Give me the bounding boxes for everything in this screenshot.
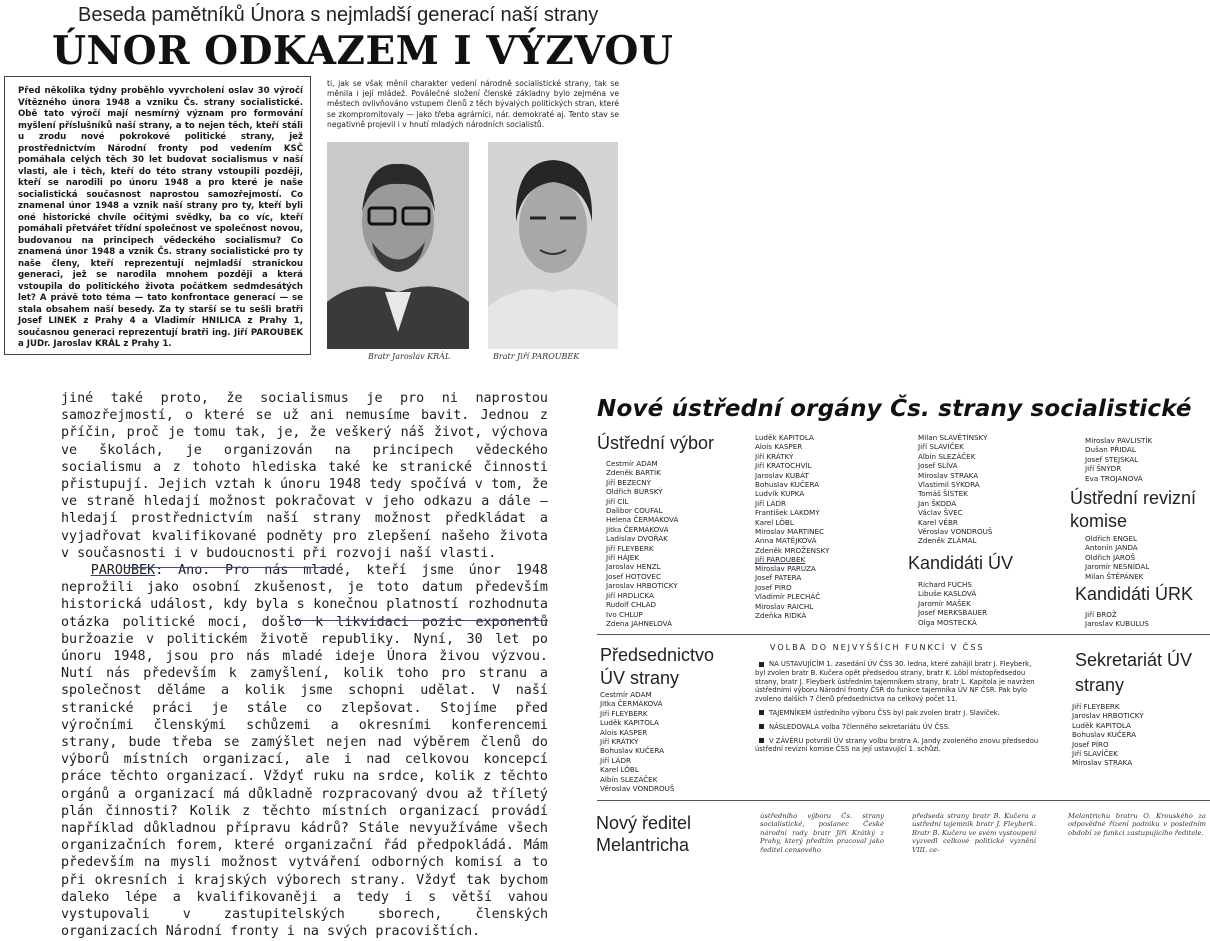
name-list-item: Helena ČERMÁKOVÁ xyxy=(606,515,679,525)
name-list-item: Cestmír ADAM xyxy=(606,459,658,468)
name-list-item: Oldřich BURSKÝ xyxy=(606,487,663,497)
name-list-item: Vladimír PLECHÁČ xyxy=(755,592,821,602)
name-list-item: Jiří SLAVÍČEK xyxy=(1072,749,1118,759)
name-list-item: Jaroslav HRBOTICKÝ xyxy=(1072,711,1144,721)
name-list-item: Josef HOTOVEC xyxy=(606,571,661,581)
name-list-item: Zdena JAHNELOVÁ xyxy=(606,618,673,628)
name-list-item: Jiří LÁDR xyxy=(755,498,786,508)
name-list-item: Richard FUCHS xyxy=(918,580,972,589)
bullet-square-icon xyxy=(759,662,764,667)
lead-paragraph: Před několika týdny proběhlo vyvrcholení oslav 30 výročí Vítězného února 1948 a vzniku Čs. strany socialistické. Obě tato výročí mají nesmírný význam pro formování myšlení příslušníků naší strany, a to nejen těch, kteří stáli u zrodu nové pokrokové politické strany, jež prostřednictvím Národní fronty pod vedením KSČ pomáhala celých těch 30 let budovat socialismus v naší vlasti, ale i těch, kteří do této strany vstoupili později, kteří se narodili po únoru 1948 a pro které je naše socialistická současnost naprostou samozřejmostí. Co znamenal únor 1948 a vznik naší strany pro ty, kteří byli oné historické chvíle očitými svědky, ba co víc, kteří pomáhali přetvářet třídní společnost ve společnost novou, budovanou na principech vědeckého socialismu? Co znamená únor 1948 a vznik Čs. strany socialistické pro ty naše členy, kteří reprezentují nejmladší stranickou generaci, jež se narodila mnohem později a která vstoupila do politického života počátkem sedmdesátých let? A právě toto téma — tato konfrontace generací — se stala obsahem naší besedy. Za ty starší se tu sešli bratři Josef LINEK z Prahy 4 a Vladimír HNILICA z Prahy 1, současnou generaci reprezentují bratři ing. Jiří PAROUBEK a JUDr. Jaroslav KRÁL z Prahy 1. xyxy=(18,86,303,349)
pred-list xyxy=(600,690,675,793)
name-list-item: Věroslav VONDROUŠ xyxy=(918,527,993,537)
uv-list-2b xyxy=(755,564,820,620)
name-list-item: Josef MERKSBAUER xyxy=(918,608,988,618)
name-list-item: Jaromír NESNÍDAL xyxy=(1085,562,1150,572)
divider-horizontal-1 xyxy=(597,634,1210,635)
name-list-item: Rudolf CHLAD xyxy=(606,600,657,610)
name-list-item: Ludvík KUPKA xyxy=(755,489,805,499)
name-list-item: Libuše KASLOVÁ xyxy=(918,589,977,599)
name-list-item: Antonín JANDA xyxy=(1085,543,1138,553)
name-list-item: Zdeněk ZLÁMAL xyxy=(918,536,977,546)
name-list-item: Cestmír ADAM xyxy=(600,690,652,699)
caption-paroubek: Bratr Jiří PAROUBEK xyxy=(493,352,580,361)
bullet-square-icon xyxy=(759,724,764,729)
name-list-item: Tomáš ŠÍSTEK xyxy=(918,489,968,499)
kand-uv-heading: Kandidáti ÚV xyxy=(908,553,1014,573)
name-list-item: Miroslav STRAKA xyxy=(918,470,979,480)
top-column-text: ti, jak se však měnil charakter vedení národně socialistické strany, tak se měnila i její mládež. Poválečné složení členské základny bylo zejména ve městech ovlivňováno vstupem členů z těch bývalých politických stran, které se zkompromitovaly — jako třeba agrárníci, nár. demokraté aj. Tento stav se negativně projevil i v hnutí mladých národních socialistů. xyxy=(327,79,619,129)
urk-list xyxy=(1085,534,1149,581)
name-list-item: Josef STEJSKAL xyxy=(1085,454,1139,464)
kand-uv-list xyxy=(918,580,987,627)
name-list-item: Zdeněk MROŽENSKÝ xyxy=(755,545,830,555)
uv-list-3 xyxy=(918,433,993,546)
volba-item-3: NÁSLEDOVALA volba 7členného sekretariátu ÚV ČSS. xyxy=(769,722,951,731)
name-list-item: Ladislav DVOŘÁK xyxy=(606,534,668,544)
article-headline: ÚNOR ODKAZEM I VÝZVOU xyxy=(52,28,674,74)
name-list-item: Václav ŠVEC xyxy=(918,508,963,518)
name-list-item: Bohuslav KUČERA xyxy=(1072,730,1137,740)
name-list-item: Bohuslav KUČERA xyxy=(600,746,665,756)
article-kicker: Beseda pamětníků Února s nejmladší generací naší strany xyxy=(78,4,599,26)
name-list-item: Jiří ŠNÝDR xyxy=(1085,464,1122,474)
uv-list-4 xyxy=(1085,436,1152,483)
name-list-item: Alois KASPER xyxy=(600,727,648,737)
name-list-item: Jiří KRÁTKÝ xyxy=(600,737,639,747)
name-list-item: Albín SLEZÁČEK xyxy=(600,774,658,784)
name-list-item: Miroslav RAICHL xyxy=(755,601,814,611)
name-list-item: Josef PATERA xyxy=(755,573,802,583)
uv-heading: Ústřední výbor xyxy=(597,433,715,453)
volba-title: VOLBA DO NEJVYŠŠÍCH FUNKCÍ V ČSS xyxy=(770,643,985,652)
name-list-item: Eva TROJANOVÁ xyxy=(1085,473,1143,483)
portrait-kral-image xyxy=(327,142,469,349)
sekr-list xyxy=(1072,702,1144,768)
name-list-item: Jiří FLEYBERK xyxy=(600,708,648,718)
lead-box xyxy=(4,76,311,355)
melantrich-col-2: předsedа strany bratr B. Kučera a ústřední tajemník bratr J. Fleyberk. Bratr B. Kučera ve svém vystoupení vyzvedl celkové politické vyznění VIII. ce- xyxy=(912,812,1036,854)
name-list-item: Olga MOSTECKÁ xyxy=(918,617,977,627)
name-list-item: Anna MATĚJKOVÁ xyxy=(755,536,817,546)
divider-horizontal-2 xyxy=(597,800,1210,801)
name-list-item: Jitka ČERMÁKOVÁ xyxy=(600,699,663,709)
volba-text xyxy=(755,660,1041,759)
bullet-square-icon xyxy=(759,710,764,715)
name-list-item: Karel VĚBR xyxy=(918,517,958,527)
name-list-item: Miroslav PARUZA xyxy=(755,564,816,573)
volba-item-4: V ZÁVĚRU potvrdil ÚV stranу volbu bratra A. Jandy zvoleného znovu předsedou ústřední revizní komise ČSS na její ustavující 1. schůzi. xyxy=(755,736,1039,754)
name-list-item: Milan ŠTĚPÁNEK xyxy=(1085,571,1144,581)
pen-underline-1 xyxy=(125,567,335,568)
kand-urk-list xyxy=(1085,610,1149,629)
name-list-item: Dalibor COUFAL xyxy=(606,506,663,516)
name-list-item: Jiří FLEYBERK xyxy=(606,543,654,553)
pen-underline-2 xyxy=(290,620,548,621)
volba-item-2: TAJEMNÍKEM ústředního výboru ČSS byl pak zvolen bratr J. Slavíček. xyxy=(769,708,1000,717)
name-list-item: Miroslav STRAKA xyxy=(1072,758,1133,768)
bullet-square-icon xyxy=(759,738,764,743)
pred-heading: Předsednictvo ÚV strany xyxy=(600,645,715,688)
name-list-item: Oldřich JAROŠ xyxy=(1085,552,1136,562)
photo-paroubek xyxy=(488,142,618,349)
name-list-item: Dušan PŘIDAL xyxy=(1085,445,1136,455)
name-list-item: Jiří KRÁTKÝ xyxy=(755,451,794,461)
name-list-item: Vlastimil SÝKORA xyxy=(918,480,980,490)
name-list-item: Miroslav MARTINEC xyxy=(755,527,825,537)
name-list-item: Luděk KAPITOLA xyxy=(1072,720,1131,730)
melantrich-col-3: Melantrichu bratru O. Krouského za odpovědné řízení podniku v posledním období ze funkci zastupujícího ředitele. xyxy=(1068,812,1206,837)
name-list-item: Luděk KAPITOLA xyxy=(755,433,814,442)
name-list-item: Jiří HRDLICKA xyxy=(606,590,654,600)
name-list-item: Luděk KAPITOLA xyxy=(600,718,659,728)
name-list-item: Zdeňka RIDKÁ xyxy=(755,611,807,621)
name-list-item: Alois KASPER xyxy=(755,442,803,452)
speaker-name: PAROUBEK xyxy=(90,563,156,579)
article-body xyxy=(61,390,548,941)
uv-list-1 xyxy=(606,459,678,628)
body-paragraph-1: jiné také proto, že socialismus je pro ni naprostou samozřejmostí, o které se už ani nemusíme bavit. Jednou z příčin, proč je tomu tak, je, že veškerý náš život, výchova ve školách, je organizován na principech vědeckého socialismu a z tohoto hlediska také ke stranické činnosti přistupují. Jejich vztah k únoru 1948 tedy spočívá v tom, že ve straně hledají možnost pokračovat v jeho odkazu a dále — hledají prostřednictvím naší strany možnost předkládat a vyjadřovat kvalifikované podněty pro zlepšení našeho života v současnosti i v budoucnosti při rozvoji naší vlasti. xyxy=(61,391,548,561)
name-list-item: Jan ŠKODA xyxy=(918,498,957,508)
melantrich-col-1: ústředního výboru Čs. strany socialistické, poslanec České národní rady bratr Jiří Krátký z Prahy, který předtím pracoval jako ředitel censového xyxy=(760,812,884,854)
name-list-item: Karel LÖBL xyxy=(600,765,639,775)
sekr-heading: Sekretariát ÚV strany xyxy=(1075,650,1193,695)
name-list-item: Jitka ČERMÁKOVÁ xyxy=(606,524,669,534)
name-list-item: Jaroslav HRBOTICKÝ xyxy=(606,581,678,591)
name-list-item: Josef SLÍVA xyxy=(918,461,958,471)
name-list-item: Jaroslav HENZL xyxy=(606,562,661,572)
name-list-item: Oldřich ENGEL xyxy=(1085,534,1137,543)
portrait-paroubek-image xyxy=(488,142,618,349)
name-list-item: František LAKOMÝ xyxy=(755,508,820,518)
name-list-item: Karel LÖBL xyxy=(755,517,794,527)
melantrich-heading: Nový ředitel Melantricha xyxy=(596,813,692,855)
organs-title: Nové ústřední orgány Čs. strany socialistické xyxy=(597,396,1192,422)
urk-heading: Ústřední revizní komise xyxy=(1070,488,1197,531)
name-list-item: Ivo CHLUP xyxy=(606,609,643,619)
name-list-item: Jiří KRATOCHVÍL xyxy=(755,461,812,471)
name-list-item: Miroslav PAVLISTÍK xyxy=(1085,436,1153,445)
name-list-item: Jiří BROŽ xyxy=(1085,610,1117,619)
name-list-item: Jiří BEZECNÝ xyxy=(606,477,652,487)
name-list-item: Milan SLAVĚTÍNSKÝ xyxy=(918,433,988,442)
name-list-item: Albín SLEZÁČEK xyxy=(918,451,976,461)
name-list-item: Věroslav VONDROUŠ xyxy=(600,784,675,794)
name-list-item: Jiří PAROUBEK xyxy=(755,555,806,565)
name-list-item: Zdeněk BARTÍK xyxy=(606,468,661,478)
name-list-item: Bohuslav KUČERA xyxy=(755,480,820,490)
photo-kral xyxy=(327,142,469,349)
volba-item-1: NA USTAVUJÍCÍM 1. zasedání ÚV ČSS 30. ledna, které zahájil bratr J. Fleyberk, byl zvolen bratr B. Kučera opět předsedou strany, bratr K. Löbl místopředsedou strany, bratr J. Fleyberk ústředním tajemníkem strany, bratr L. Kapitola je navržen ústředními výboru Národní fronty ČSR do funkce tajemníka ÚV NF ČSR. Pak bylo zvoleno dalších 7 členů předsednictva na celkový počet 11. xyxy=(755,660,1035,704)
name-list-item: Jiří LÁDR xyxy=(600,755,631,765)
name-list-item: Jaromír MAŠEK xyxy=(918,598,971,608)
name-list-item: Jiří SLAVÍČEK xyxy=(918,442,964,452)
name-list-item: Jiří FLEYBERK xyxy=(1072,702,1120,711)
name-list-item: Jiří HÁJEK xyxy=(606,553,640,563)
name-list-item: Josef PÍRO xyxy=(755,582,792,592)
name-list-item: Josef PÍRO xyxy=(1072,739,1109,749)
name-list-item: Jiří CÍL xyxy=(606,496,629,506)
body-paragraph-2: : Ano. Pro nás mladé, kteří jsme únor 1948 neprožili jako osobní zkušenost, je toto datum především historická událost, kdy byla s konečnou platností rozhodnuta otázka politické moci, došlo k likvidaci pozic exponentů buržoazie v politickém životě republiky. Nyní, 30 let po únoru 1948, jsou pro nás mladé ideje Února živou výzvou. Nutí nás především k zamyšlení, kolik toho pro stranu a společnost děláme a kolik jsme schopni udělat. V naší stranické práci je stále co zlepšovat. Stojíme před výročními členskými schůzemi a okresními konferencemi strany, bude třeba se zamýšlet nejen nad výběrem členů do výborů místních organizací, ale i nad celkovou koncepcí práce těchto organizací. Vždyť ruku na srdce, kolik z těchto orgánů a organizací má důkladně rozpracovaný dvou až tříletý plán činnosti? Kolik z těchto místních organizací provádí například důkladnou přípravu kádrů? Stále nevyužíváme všech organizačních forem, které organizační řád předpokládá. Mám především na mysli možnost vytváření odborných komisí a to při okresních i krajských výborech strany. Vždyť tak bychom daleko lépe a kvalifikovaněji a tedy i s větší vahou vystupovali v zastupitelských sborech, členských organizacích Národní fronty i na svých pracovištích. xyxy=(61,563,548,940)
caption-kral: Bratr Jaroslav KRÁL xyxy=(368,352,451,361)
name-list-item: Jaroslav KUBÁT xyxy=(755,470,809,480)
kand-urk-heading: Kandidáti ÚRK xyxy=(1075,584,1194,604)
name-list-item: Jaroslav KUBULUS xyxy=(1085,619,1149,629)
uv-list-2 xyxy=(755,433,829,565)
